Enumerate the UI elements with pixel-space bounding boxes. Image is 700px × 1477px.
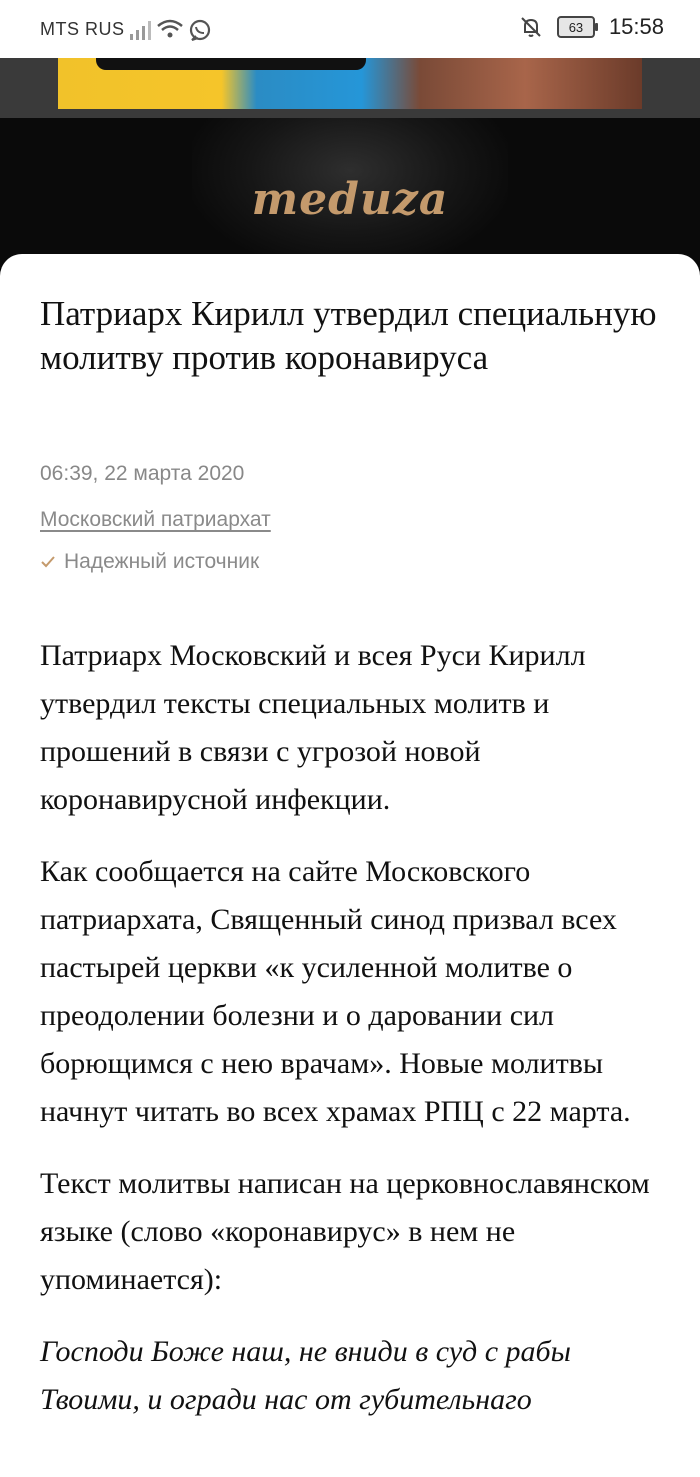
source-link[interactable]: Московский патриархат xyxy=(40,508,271,531)
ad-image-dark-bar xyxy=(96,58,366,70)
trust-badge xyxy=(40,550,259,574)
article-headline: Патриарх Кирилл утвердил специальную молитву против коронавируса xyxy=(40,294,657,377)
ad-banner-image[interactable] xyxy=(58,58,642,109)
status-bar xyxy=(0,0,700,58)
clock: 15:58 xyxy=(608,14,664,39)
article-paragraph: Как сообщается на сайте Московского патриархата, Священный синод призвал всех пастырей церкви «к усиленной молитве о преодолении болезни и о даровании сил борющимся с нею врачам». Новые молитвы начнут читать во всех храмах РПЦ с 22 марта. xyxy=(40,855,631,1128)
mute-bell-icon xyxy=(519,15,543,39)
battery-level: 63 xyxy=(568,19,584,35)
trust-label: Надежный источник xyxy=(64,550,260,573)
prayer-quote: Господи Боже наш, не вниди в суд с рабы Твоими, и огради нас от губительнаго xyxy=(40,1335,571,1416)
battery-icon xyxy=(557,16,595,38)
article-date: 06:39, 22 марта 2020 xyxy=(40,462,245,485)
article-body xyxy=(40,632,664,1448)
masthead xyxy=(0,118,700,268)
article-card xyxy=(0,254,700,1477)
article-paragraph: Текст молитвы написан на церковнославянском языке (слово «коронавирус» в нем не упоминается): xyxy=(40,1167,650,1296)
signal-and-wifi-icons xyxy=(130,18,220,42)
meduza-logo[interactable]: meduza xyxy=(251,174,449,225)
status-right-group xyxy=(519,14,664,40)
article-paragraph: Патриарх Московский и всея Руси Кирилл утвердил тексты специальных молитв и прошений в связи с угрозой новой коронавирусной инфекции. xyxy=(40,639,586,816)
check-icon xyxy=(40,554,56,570)
carrier-name: MTS RUS xyxy=(40,19,125,39)
